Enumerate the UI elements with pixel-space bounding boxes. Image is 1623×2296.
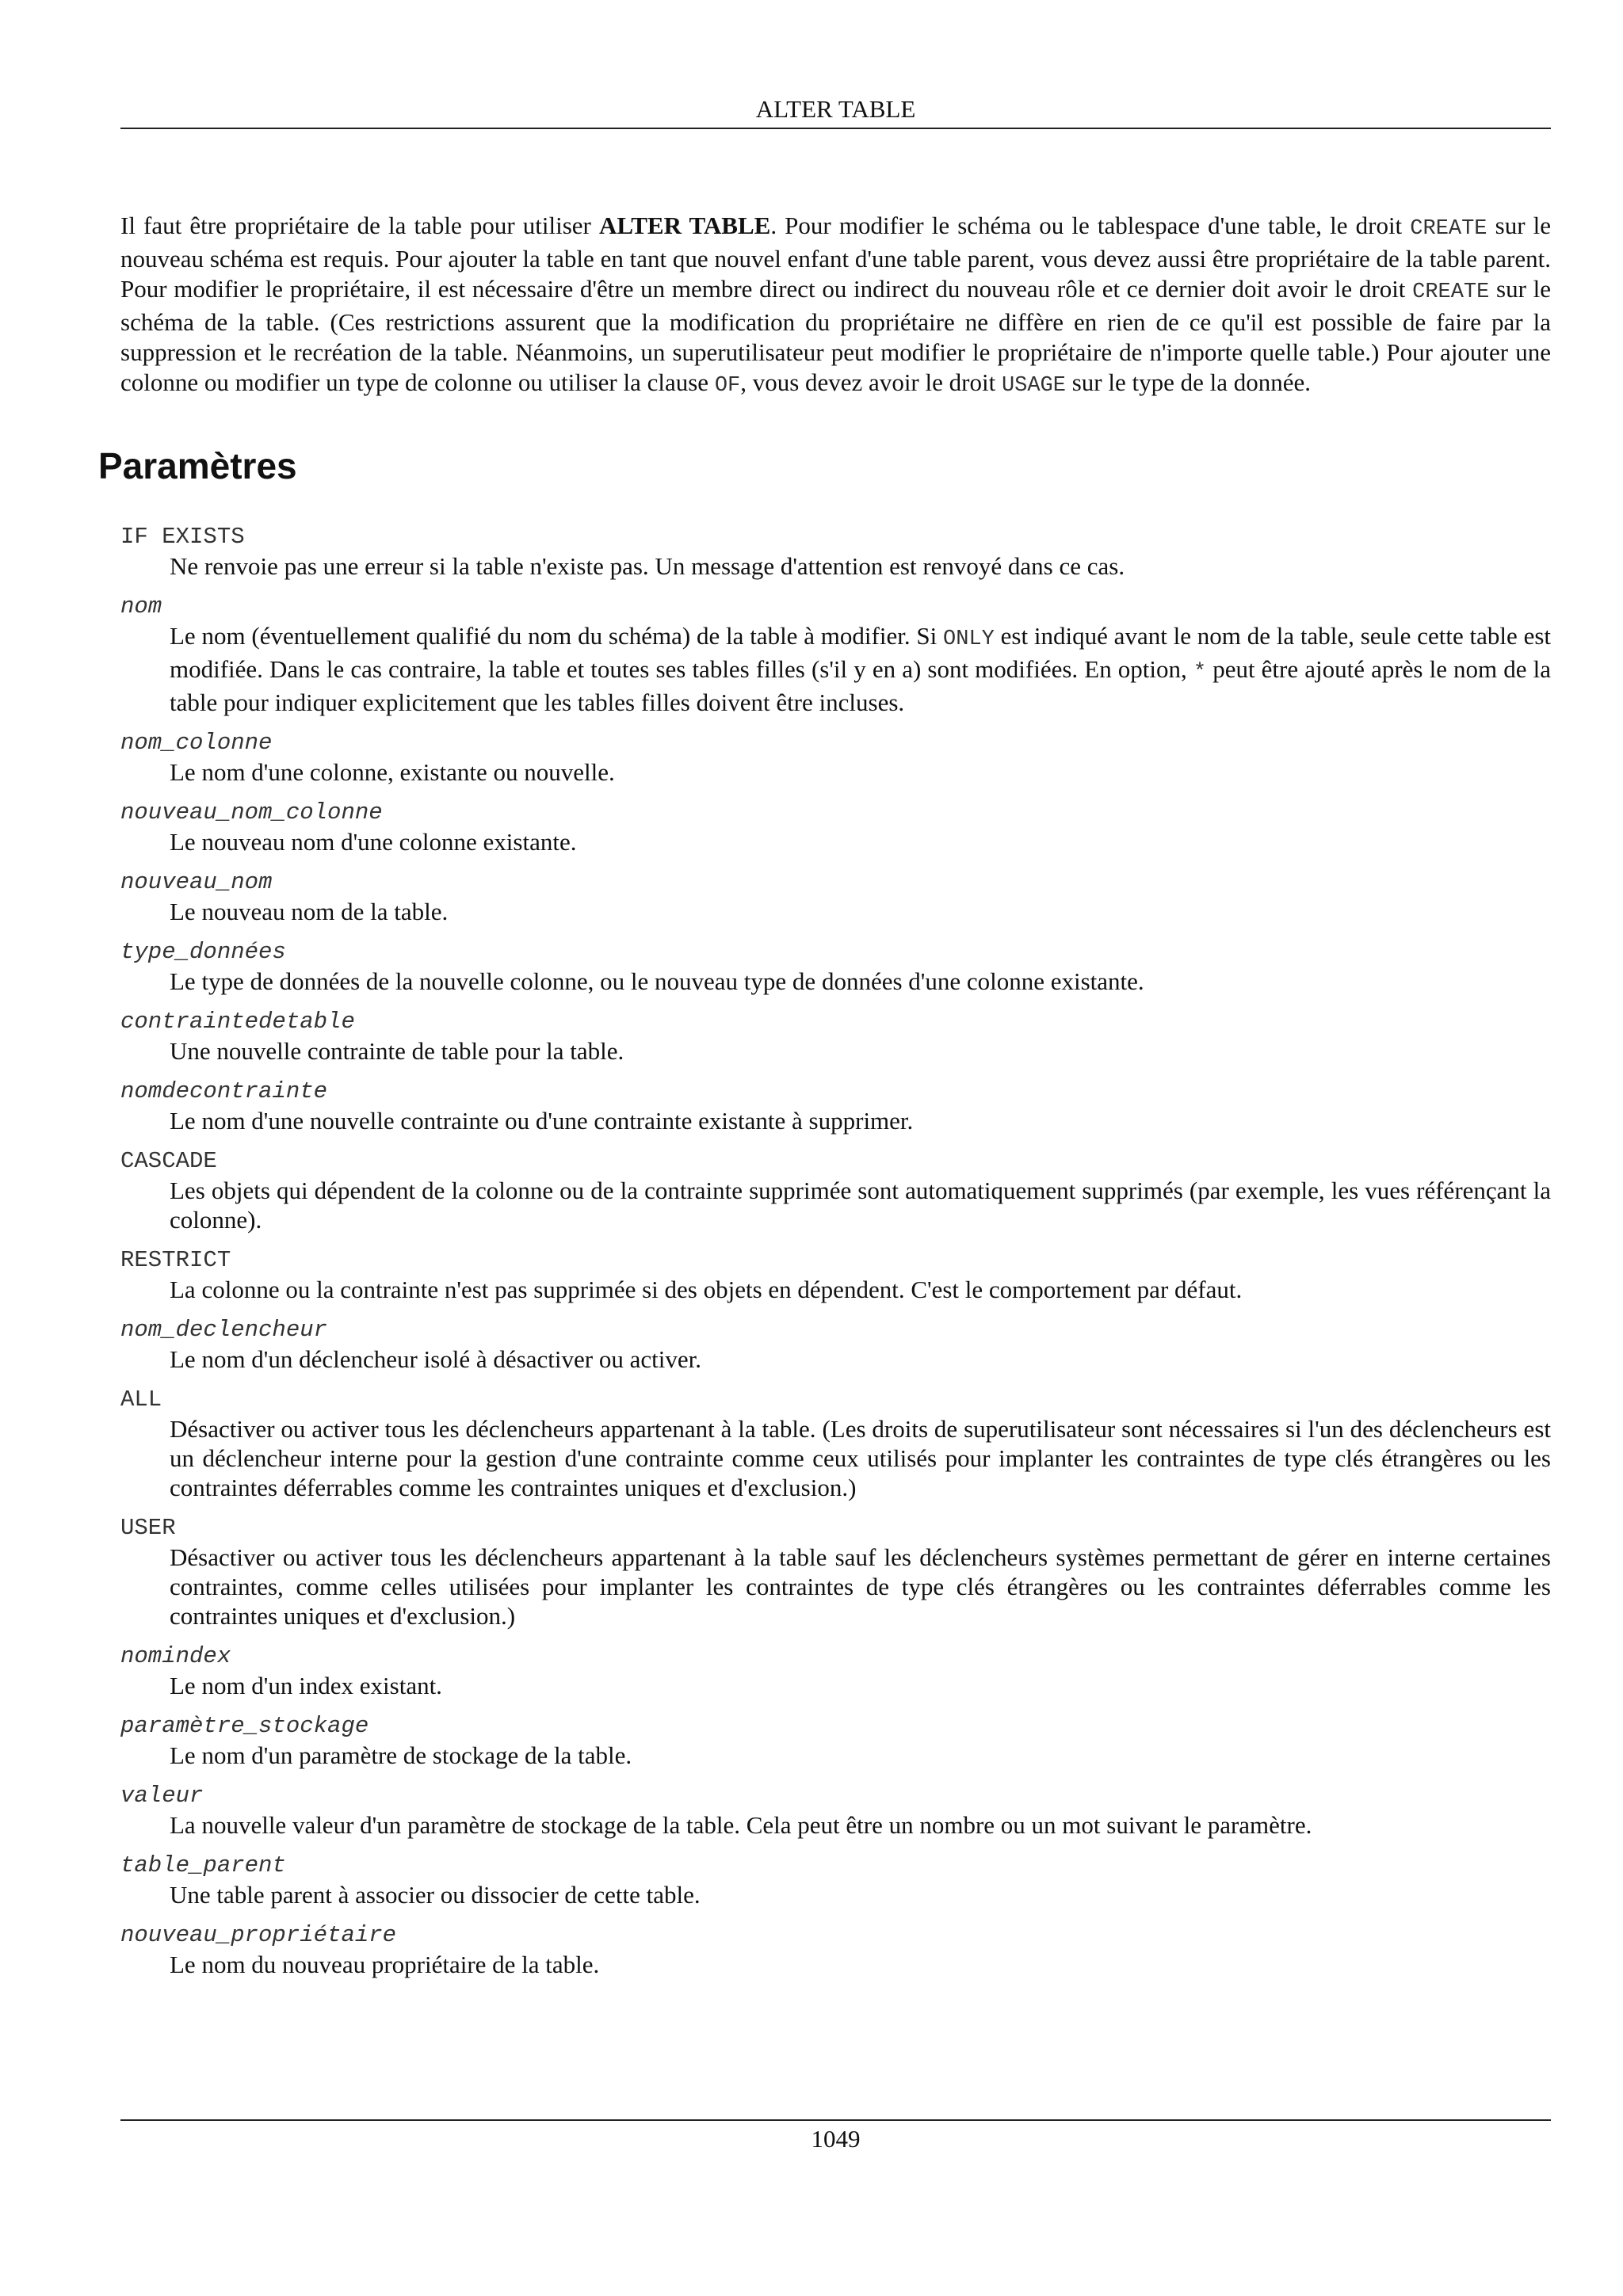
param-desc-code-only: ONLY	[943, 627, 995, 651]
param-cascade	[120, 1147, 1551, 1234]
param-desc-code-star: *	[1193, 661, 1207, 685]
param-term: paramètre_stockage	[120, 1713, 369, 1739]
param-desc: Le nom d'un paramètre de stockage de la table.	[170, 1741, 632, 1769]
param-desc: La nouvelle valeur d'un paramètre de stockage de la table. Cela peut être un nombre ou un mot suivant le paramètre.	[170, 1811, 1312, 1839]
param-desc-text-1: Le nom (éventuellement qualifié du nom du schéma) de la table à modifier. Si	[170, 622, 944, 650]
param-desc: Désactiver ou activer tous les déclencheurs appartenant à la table sauf les déclencheurs systèmes permettant de gérer en interne certaines contraintes, comme celles utilisées pour implanter les contraintes de type clés étrangères ou les contraintes déferrables comme les contraintes uniques et d'exclusion.)	[170, 1543, 1551, 1630]
page-number: 1049	[811, 2125, 861, 2153]
param-desc: Le type de données de la nouvelle colonne, ou le nouveau type de données d'une colonne existante.	[170, 967, 1144, 995]
param-term: nom	[120, 593, 162, 620]
param-desc: Le nom du nouveau propriétaire de la table.	[170, 1951, 600, 1978]
param-term: nomdecontrainte	[120, 1078, 328, 1104]
running-header: ALTER TABLE	[755, 95, 916, 123]
param-term: nom_colonne	[120, 730, 273, 756]
param-term: ALL	[120, 1386, 162, 1413]
param-nom-colonne	[120, 729, 1551, 787]
param-desc: Les objets qui dépendent de la colonne ou de la contrainte supprimée sont automatiquement supprimés (par exemple, les vues référençant la colonne).	[170, 1177, 1551, 1234]
param-desc: Le nouveau nom de la table.	[170, 898, 449, 925]
param-desc	[170, 621, 1551, 717]
param-if-exists	[120, 523, 1551, 581]
param-type-donnees	[120, 938, 1551, 996]
intro-bold-command: ALTER TABLE	[599, 212, 771, 239]
intro-text-4: sur le schéma de la table. (Ces restrictions assurent que la modification du propriétaire ne diffère en rien de ce qu'il est possible de faire par la suppression et le recréation de la table. Néanmoins, un superutilisateur peut modifier le propriétaire de n'importe quelle table.) Pour ajouter une colonne ou modifier un type de colonne ou utiliser la clause	[120, 275, 1551, 396]
intro-code-create-2: CREATE	[1412, 280, 1490, 304]
section-title: Paramètres	[98, 445, 297, 486]
param-term: valeur	[120, 1783, 204, 1809]
intro-text-5: , vous devez avoir le droit	[740, 368, 1002, 396]
param-nomindex	[120, 1642, 1551, 1700]
intro-text-6: sur le type de la donnée.	[1065, 368, 1311, 396]
param-desc-text-3: peut être ajouté après le nom de la table pour indiquer explicitement que les tables filles doivent être incluses.	[170, 655, 1552, 716]
param-desc: Désactiver ou activer tous les déclencheurs appartenant à la table. (Les droits de superutilisateur sont nécessaires si l'un des déclencheurs est un déclencheur interne pour la gestion d'une contrainte comme ceux utilisés pour implanter les contraintes de type clés étrangères ou les contraintes déferrables comme les contraintes uniques et d'exclusion.)	[170, 1415, 1551, 1501]
intro-text-3: sur le nouveau schéma est requis. Pour ajouter la table en tant que nouvel enfant d'une table parent, vous devez aussi être propriétaire de la table parent. Pour modifier le propriétaire, il est nécessaire d'être un membre direct ou indirect du nouveau rôle et ce dernier doit avoir le droit	[120, 212, 1552, 303]
param-term: nom_declencheur	[120, 1317, 328, 1343]
param-desc: Le nom d'une nouvelle contrainte ou d'une contrainte existante à supprimer.	[170, 1107, 914, 1135]
param-nouveau-proprietaire	[120, 1921, 1551, 1979]
param-term: type_données	[120, 939, 286, 965]
param-term: nouveau_nom_colonne	[120, 799, 383, 826]
param-restrict	[120, 1246, 1551, 1304]
footer-rule	[120, 2119, 1551, 2121]
intro-paragraph	[120, 211, 1551, 401]
parameter-list	[120, 523, 1551, 1991]
param-term: IF EXISTS	[120, 524, 245, 550]
header-rule	[120, 128, 1551, 129]
param-nouveau-nom	[120, 868, 1551, 926]
param-desc-text-2: est indiqué avant le nom de la table, seule cette table est modifiée. Dans le cas contraire, la table et toutes ses tables filles (s'il y en a) sont modifiées. En option,	[170, 622, 1551, 683]
param-desc: Une nouvelle contrainte de table pour la table.	[170, 1037, 624, 1065]
param-nom	[120, 593, 1551, 717]
param-term: RESTRICT	[120, 1247, 231, 1273]
param-term: CASCADE	[120, 1148, 217, 1174]
param-desc: Le nom d'un déclencheur isolé à désactiver ou activer.	[170, 1345, 701, 1373]
param-table-parent	[120, 1852, 1551, 1909]
intro-text-2: . Pour modifier le schéma ou le tablespace d'une table, le droit	[770, 212, 1411, 239]
param-nom-declencheur	[120, 1316, 1551, 1374]
param-desc: La colonne ou la contrainte n'est pas supprimée si des objets en dépendent. C'est le comportement par défaut.	[170, 1276, 1243, 1303]
param-all	[120, 1386, 1551, 1502]
param-term: USER	[120, 1515, 176, 1541]
intro-code-usage: USAGE	[1001, 374, 1066, 398]
param-nouveau-nom-colonne	[120, 799, 1551, 856]
param-nomdecontrainte	[120, 1077, 1551, 1135]
param-term: nomindex	[120, 1643, 231, 1669]
intro-code-of: OF	[714, 374, 741, 398]
param-term: table_parent	[120, 1852, 286, 1878]
intro-code-create: CREATE	[1410, 217, 1487, 241]
param-desc: Une table parent à associer ou dissocier de cette table.	[170, 1881, 701, 1909]
param-desc: Ne renvoie pas une erreur si la table n'existe pas. Un message d'attention est renvoyé dans ce cas.	[170, 552, 1125, 580]
param-term: nouveau_propriétaire	[120, 1922, 397, 1948]
param-desc: Le nom d'un index existant.	[170, 1672, 442, 1699]
param-contraintedetable	[120, 1008, 1551, 1066]
intro-text-1: Il faut être propriétaire de la table pour utiliser	[120, 212, 599, 239]
param-valeur	[120, 1782, 1551, 1840]
param-term: contraintedetable	[120, 1009, 355, 1035]
param-desc: Le nom d'une colonne, existante ou nouvelle.	[170, 758, 615, 786]
param-user	[120, 1514, 1551, 1630]
param-parametre-stockage	[120, 1712, 1551, 1770]
param-desc: Le nouveau nom d'une colonne existante.	[170, 828, 577, 856]
param-term: nouveau_nom	[120, 869, 273, 895]
